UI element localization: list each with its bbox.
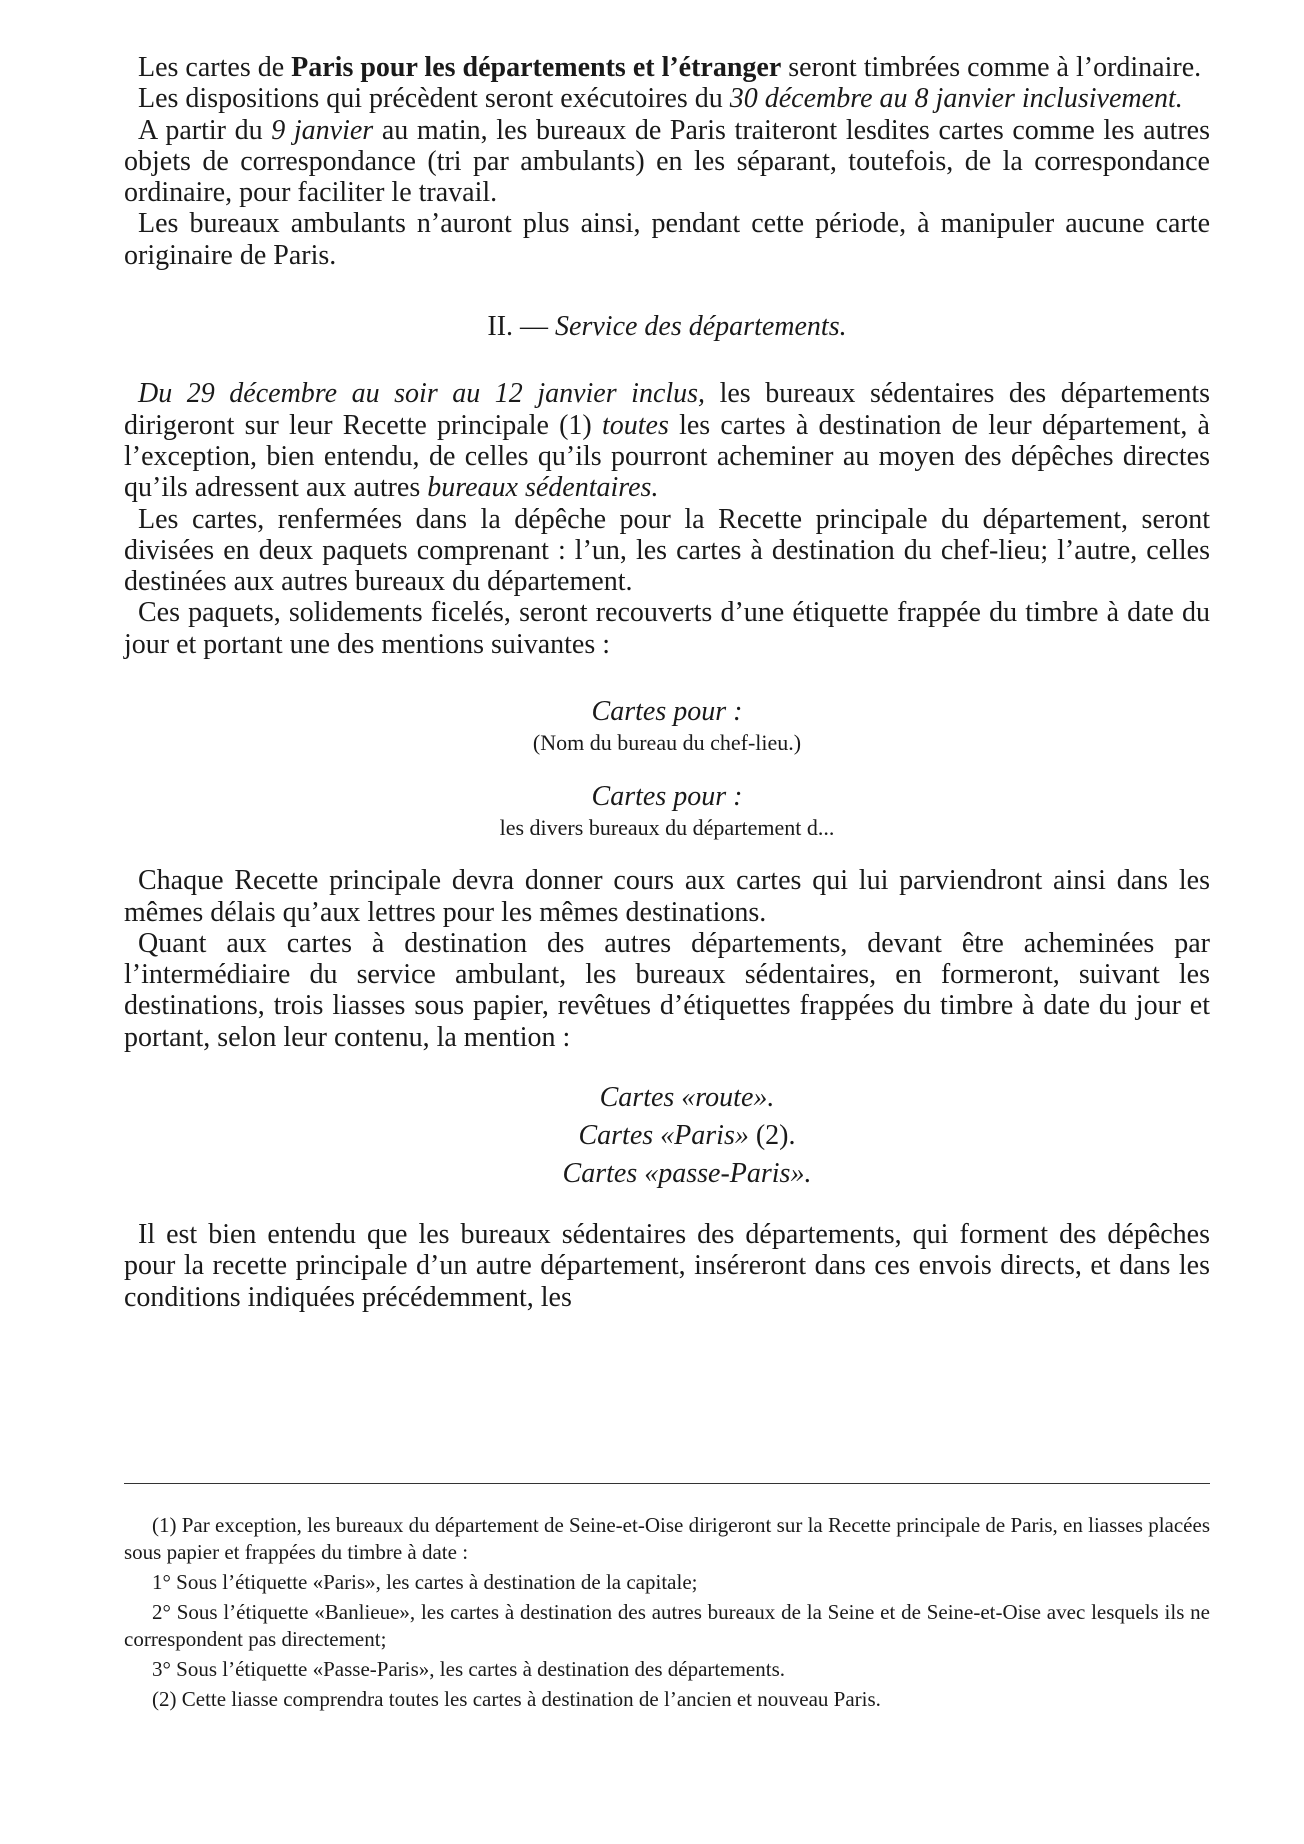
label-other-offices: [124, 781, 1210, 844]
section-title: Service des départements.: [555, 311, 847, 343]
date-range: 30 décembre au 8 janvier inclusivement.: [729, 83, 1183, 115]
paragraph-dispositions: Les dispositions qui précèdent seront exécutoires du 30 décembre au 8 janvier inclusivement.: [138, 83, 1183, 115]
paragraph-recette-principale: Chaque Recette principale devra donner cours aux cartes qui lui parviendront ainsi dans les mêmes délais qu’aux lettres pour les mêmes destinations.: [124, 865, 1210, 928]
footnote-1-item-2: 2° Sous l’étiquette «Banlieue», les cartes à destination des autres bureaux de la Seine et de Seine-et-Oise avec lesquels ils ne correspondent pas directement;: [124, 1600, 1210, 1651]
footnotes: [124, 1512, 1210, 1713]
paragraph-direct-dispatches: Il est bien entendu que les bureaux sédentaires des départements, qui forment des dépêches pour la recette principale d’un autre département, inséreront dans ces envois directs, et dans les conditions indiquées précédemment, les: [124, 1219, 1210, 1313]
paragraph-from-january: A partir du 9 janvier au matin, les bureaux de Paris traiteront lesdites cartes comme les autres objets de correspondance (tri par ambulants) en les séparant, toutefois, de la correspondance ordinaire, pour faciliter le travail.: [124, 114, 1211, 209]
footnote-separator: [124, 1483, 1210, 1484]
bold-phrase: Paris pour les départements et l’étranger: [291, 52, 782, 83]
mention-route: Cartes «route».: [599, 1082, 775, 1114]
footnote-2: (2) Cette liasse comprendra toutes les cartes à destination de l’ancien et nouveau Paris.: [152, 1687, 881, 1711]
label-title: Cartes pour :: [591, 696, 743, 728]
mentions-list: [124, 1079, 1210, 1193]
label-title: Cartes pour :: [591, 780, 743, 812]
main-text: [124, 52, 1210, 1313]
date-range-december: Du 29 décembre au soir au 12 janvier inclus,: [138, 378, 706, 410]
paragraph-sedentary-offices: Du 29 décembre au soir au 12 janvier inclus, les bureaux sédentaires des départements dirigeront sur leur Recette principale (1) toutes les cartes à destination de leur département, à l’exception, bien entendu, de celles qu’ils pourront acheminer au moyen des dépêches directes qu’ils adressent aux autres bureaux sédentaires.: [124, 378, 1211, 504]
paragraph-paris-cards: Les cartes de Paris pour les départements et l’étranger seront timbrées comme à l’ordinaire.: [138, 52, 1202, 83]
date-january-9: 9 janvier: [271, 114, 374, 146]
paragraph-ambulant-offices: Les bureaux ambulants n’auront plus ainsi, pendant cette période, à manipuler aucune carte originaire de Paris.: [124, 208, 1210, 271]
section-heading: II. — Service des départements.: [487, 311, 847, 343]
footnote-1-item-1: 1° Sous l’étiquette «Paris», les cartes à destination de la capitale;: [152, 1570, 698, 1594]
mention-paris: Cartes «Paris» (2).: [578, 1120, 796, 1152]
paragraph-packets-labels: Ces paquets, solidements ficelés, seront recouverts d’une étiquette frappée du timbre à date du jour et portant une des mentions suivantes :: [124, 597, 1210, 660]
mention-passe-paris: Cartes «passe-Paris».: [562, 1158, 812, 1190]
paragraph-two-packets: Les cartes, renfermées dans la dépêche pour la Recette principale du département, seront divisées en deux paquets comprenant : l’un, les cartes à destination du chef-lieu; l’autre, celles destinées aux autres bureaux du département.: [124, 503, 1210, 598]
label-subtitle: (Nom du bureau du chef-lieu.): [532, 730, 802, 756]
footnote-1: (1) Par exception, les bureaux du département de Seine-et-Oise dirigeront sur la Recette principale de Paris, en liasses placées sous papier et frappées du timbre à date :: [124, 1513, 1210, 1564]
footnote-1-item-3: 3° Sous l’étiquette «Passe-Paris», les cartes à destination des départements.: [152, 1657, 785, 1681]
paragraph-other-departments: Quant aux cartes à destination des autres départements, devant être acheminées par l’intermédiaire du service ambulant, les bureaux sédentaires, en formeront, suivant les destinations, trois liasses sous papier, revêtues d’étiquettes frappées du timbre à date du jour et portant, selon leur contenu, la mention :: [124, 927, 1210, 1053]
label-chef-lieu: [124, 696, 1210, 759]
label-subtitle: les divers bureaux du département d...: [499, 814, 835, 840]
